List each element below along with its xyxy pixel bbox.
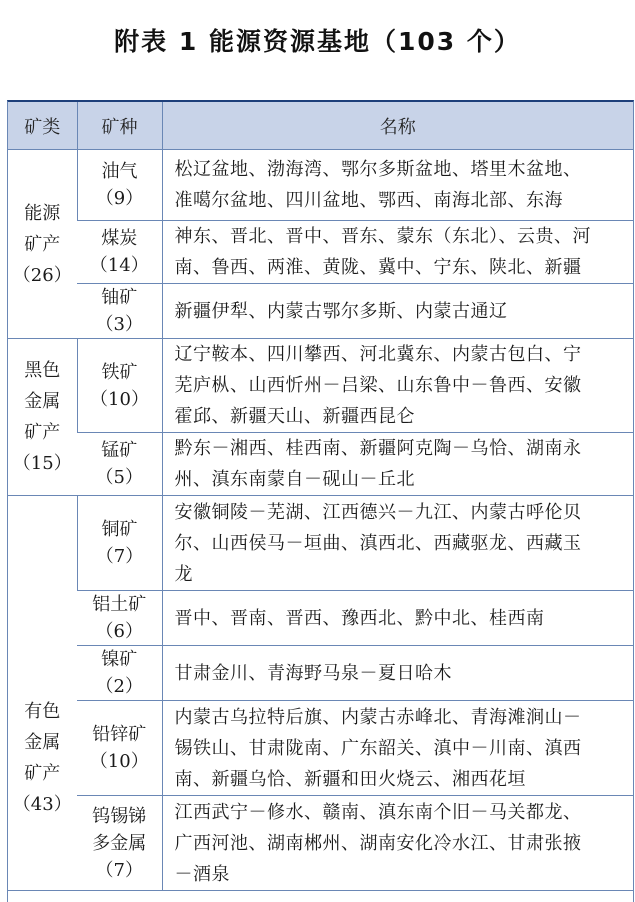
mineral-cell: [77, 701, 162, 796]
names-line: 尔、山西侯马－垣曲、滇西北、西藏驱龙、西藏玉: [174, 532, 582, 554]
table-row: [8, 284, 633, 339]
mineral-name: 铀矿: [101, 287, 138, 308]
mineral-count: （10）: [90, 388, 149, 410]
mineral-name: 煤炭: [101, 228, 138, 249]
header-mineral: 矿种: [77, 102, 162, 150]
names-line: 广西河池、湖南郴州、湖南安化冷水江、甘肃张掖: [174, 832, 582, 854]
category-label: 能源: [24, 202, 61, 224]
names-cell: [162, 646, 633, 701]
category-cell-ferrous: [8, 339, 77, 496]
names-line: 新疆伊犁、内蒙古鄂尔多斯、内蒙古通辽: [174, 300, 508, 322]
table-row: [8, 496, 633, 591]
table-row: [8, 150, 633, 221]
category-label: 金属: [24, 732, 61, 753]
table-row: [8, 433, 633, 496]
mineral-cell: [77, 496, 162, 591]
mineral-name: 铁矿: [101, 361, 138, 383]
table-row: [8, 701, 633, 796]
mineral-count: （7）: [95, 859, 143, 881]
mineral-count: （6）: [95, 621, 143, 642]
names-line: －酒泉: [174, 863, 230, 885]
category-count: （26）: [12, 264, 72, 286]
names-line: 南、新疆乌恰、新疆和田火烧云、湘西花垣: [174, 768, 526, 790]
resource-table-frame: [7, 100, 634, 902]
mineral-name: 钨锡锑: [92, 805, 147, 827]
names-line: 晋中、晋南、晋西、豫西北、黔中北、桂西南: [174, 607, 545, 629]
names-line: 准噶尔盆地、四川盆地、鄂西、南海北部、东海: [174, 190, 563, 211]
mineral-name: 锰矿: [101, 440, 138, 461]
names-cell: [162, 284, 633, 339]
table-row: [8, 796, 633, 891]
mineral-cell: [77, 796, 162, 891]
mineral-count: （3）: [95, 314, 143, 335]
header-names: 名称: [162, 102, 633, 150]
names-cell: [162, 339, 633, 433]
mineral-count: （9）: [95, 188, 144, 209]
names-line: 辽宁鞍本、四川攀西、河北冀东、内蒙古包白、宁: [174, 344, 582, 365]
mineral-count: （14）: [89, 255, 149, 276]
mineral-cell: [77, 433, 162, 496]
names-cell: [162, 150, 633, 221]
names-line: 江西武宁－修水、赣南、滇东南个旧－马关都龙、: [174, 801, 582, 823]
mineral-cell: [77, 221, 162, 284]
mineral-name: 多金属: [92, 832, 147, 854]
names-cell: [162, 591, 633, 646]
category-cell-nonferrous: [8, 496, 77, 891]
names-cell: [162, 701, 633, 796]
category-count: （15）: [12, 453, 72, 474]
mineral-name: 油气: [101, 161, 138, 182]
names-line: 松辽盆地、渤海湾、鄂尔多斯盆地、塔里木盆地、: [174, 159, 582, 180]
names-cell: [162, 496, 633, 591]
mineral-cell: [77, 150, 162, 221]
resource-table: [8, 102, 633, 891]
category-label: 金属: [24, 391, 61, 412]
names-line: 南、鲁西、两淮、黄陇、冀中、宁东、陕北、新疆: [174, 257, 582, 278]
mineral-count: （5）: [95, 467, 143, 488]
names-line: 龙: [174, 563, 193, 585]
mineral-cell: [77, 646, 162, 701]
names-cell: [162, 796, 633, 891]
names-line: 芜庐枞、山西忻州－吕梁、山东鲁中－鲁西、安徽: [174, 375, 582, 396]
names-line: 内蒙古乌拉特后旗、内蒙古赤峰北、青海滩涧山－: [174, 706, 582, 728]
names-line: 安徽铜陵－芜湖、江西德兴－九江、内蒙古呼伦贝: [174, 501, 582, 523]
names-cell: [162, 221, 633, 284]
table-row: [8, 646, 633, 701]
mineral-name: 镍矿: [101, 649, 138, 670]
names-line: 甘肃金川、青海野马泉－夏日哈木: [174, 662, 452, 684]
category-label: 矿产: [24, 233, 61, 255]
table-row: [8, 339, 633, 433]
names-line: 锡铁山、甘肃陇南、广东韶关、滇中－川南、滇西: [174, 737, 582, 759]
mineral-count: （2）: [95, 676, 143, 697]
mineral-name: 铅锌矿: [92, 724, 147, 745]
mineral-cell: [77, 339, 162, 433]
table-header-row: [8, 102, 633, 150]
category-cell-energy: [8, 150, 77, 339]
names-line: 黔东－湘西、桂西南、新疆阿克陶－乌恰、湖南永: [174, 438, 582, 459]
mineral-cell: [77, 591, 162, 646]
category-label: 有色: [24, 701, 61, 722]
category-label: 黑色: [24, 360, 61, 381]
table-row: [8, 221, 633, 284]
mineral-cell: [77, 284, 162, 339]
category-count: （43）: [12, 794, 72, 815]
category-label: 矿产: [24, 422, 61, 443]
names-line: 州、滇东南蒙自－砚山－丘北: [174, 469, 415, 490]
names-line: 神东、晋北、晋中、晋东、蒙东（东北）、云贵、河: [174, 226, 591, 247]
mineral-name: 铝土矿: [92, 594, 147, 615]
table-row: [8, 591, 633, 646]
names-line: 霍邱、新疆天山、新疆西昆仑: [174, 406, 415, 427]
mineral-count: （10）: [89, 751, 149, 772]
mineral-count: （7）: [95, 546, 144, 567]
page-title: 附表 1 能源资源基地（103 个）: [114, 27, 521, 56]
mineral-name: 铜矿: [101, 519, 138, 540]
names-cell: [162, 433, 633, 496]
category-label: 矿产: [24, 763, 61, 784]
header-category: 矿类: [8, 102, 77, 150]
